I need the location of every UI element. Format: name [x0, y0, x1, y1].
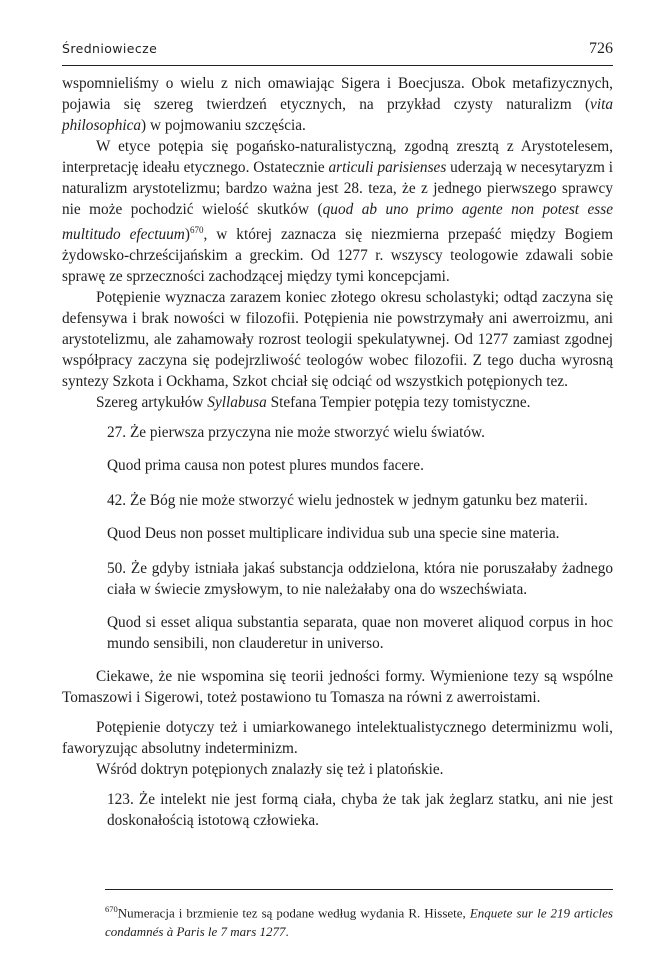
footnote-mark: 670: [105, 904, 118, 914]
thesis-27-polish: 27. Że pierwsza przyczyna nie może stworzyć wielu światów.: [107, 424, 485, 442]
paragraph-2: W etyce potępia się pogańsko-naturalistyczną, zgodną zresztą z Arystotelesem, interpretację ideału etycznego. Ostatecznie articuli parisienses uderzają w necesytaryzm i naturalizm arystotelizmu; bardzo ważna jest 28. teza, że z jednego pierwszego sprawcy nie może pochodzić wielość skutków (quod ab uno primo agente non potest esse multitudo efectuum)$^{670}$, w której zaznacza się niezmierna przepaść między Bogiem żydowsko-chrześcijańskim a greckim. Od 1277 r. wszyscy teologowie zdawali sobie sprawę ze sprzeczności zachodzącej między tymi koncepcjami.: [62, 138, 613, 286]
thesis-50-latin: Quod si esset aliqua substantia separata, quae non moveret aliquod corpus in hoc mundo sensibili, non clauderetur in universo.: [107, 614, 613, 653]
thesis-123-polish: 123. Że intelekt nie jest formą ciała, chyba że tak jak żeglarz statku, ani nie jest doskonałością istotową człowieka.: [107, 791, 613, 830]
paragraph-1: wspomnieliśmy o wielu z nich omawiając Sigera i Boecjusza. Obok metafizycznych, pojawia się szereg twierdzeń etycznych, na przykład czysty naturalizm (vita philosophica) w pojmowaniu szczęścia.: [62, 75, 613, 134]
paragraph-6: Potępienie dotyczy też i umiarkowanego intelektualistycznego determinizmu woli, faworyzując absolutny indeterminizm.: [62, 719, 613, 758]
running-title: Średniowiecze: [62, 41, 158, 56]
paragraph-3: Potępienie wyznacza zarazem koniec złotego okresu scholastyki; odtąd zaczyna się defensywa i brak nowości w filozofii. Potępienia nie powstrzymały ani awerroizmu, ani arystotelizmu, ale zahamowały rozrost teologii spekulatywnej. Od 1277 zamiast zgodnej współpracy zaczyna się podejrzliwość teologów wobec filozofii. Z tego ducha wyrosną syntezy Szkota i Ockhama, Szkot chciał się odciąć od wszystkich potępionych tez.: [62, 289, 613, 391]
thesis-50-polish: 50. Że gdyby istniała jakaś substancja oddzielona, która nie poruszałaby żadnego ciała w świecie zmysłowym, to nie należałaby ona do wszechświata.: [107, 560, 613, 599]
footnote-reference: 670: [189, 225, 204, 235]
body-text: [62, 73, 613, 831]
page-header: [62, 40, 613, 58]
page-number: 726: [589, 40, 613, 57]
header-rule: [62, 65, 613, 66]
paragraph-4: Szereg artykułów Syllabusa Stefana Tempier potępia tezy tomistyczne.: [96, 394, 531, 412]
footnote-670: $^{670}$Numeracja i brzmienie tez są podane według wydania R. Hissete, Enquete sur le 219 articles condamnés à Paris le 7 mars 1277.: [105, 904, 613, 940]
thesis-42-latin: Quod Deus non posset multiplicare individua sub una specie sine materia.: [107, 525, 560, 543]
thesis-42-polish: 42. Że Bóg nie może stworzyć wielu jednostek w jednym gatunku bez materii.: [107, 492, 588, 510]
paragraph-7: Wśród doktryn potępionych znalazły się też i platońskie.: [96, 761, 444, 779]
thesis-27-latin: Quod prima causa non potest plures mundos facere.: [107, 457, 424, 475]
footnote-rule: [105, 889, 613, 890]
paragraph-5: Ciekawe, że nie wspomina się teorii jedności formy. Wymienione tezy są wspólne Tomaszowi i Sigerowi, toteż postawiono tu Tomasza na równi z awerroistami.: [62, 668, 613, 707]
